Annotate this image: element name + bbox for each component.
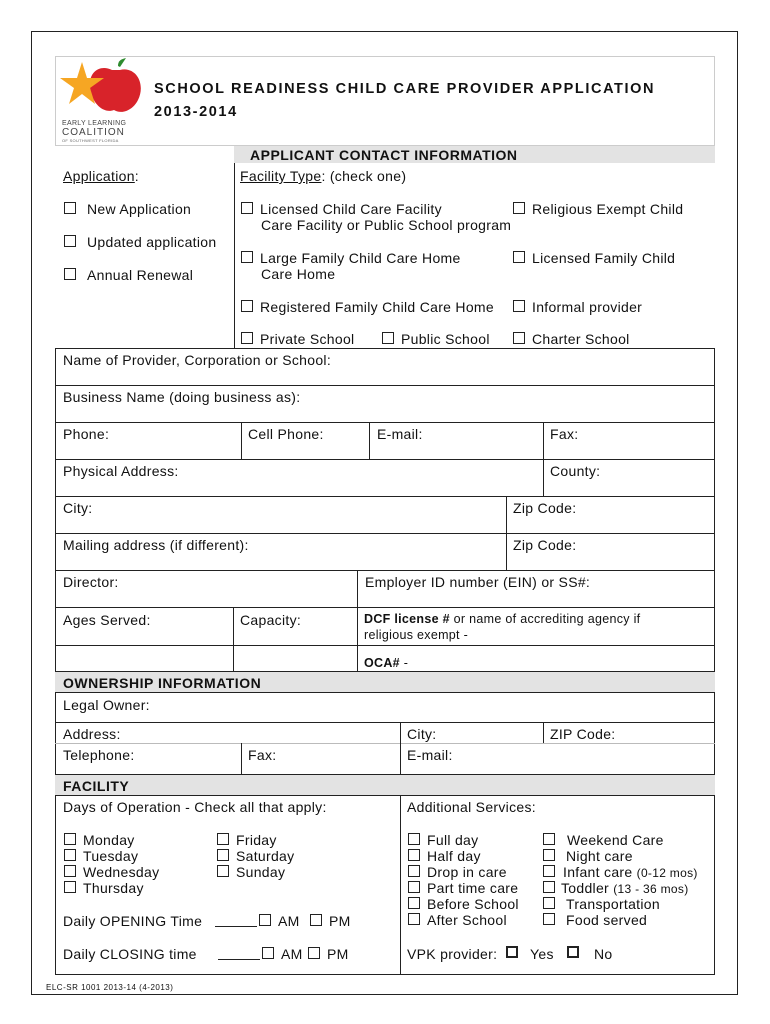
night-care-label: Night care xyxy=(566,848,633,864)
licensed-facility-checkbox[interactable] xyxy=(241,202,253,214)
mailing-zip-field[interactable]: Zip Code: xyxy=(513,537,577,553)
rule xyxy=(233,607,234,672)
saturday-checkbox[interactable] xyxy=(217,849,229,861)
capacity-field[interactable]: Capacity: xyxy=(240,612,302,628)
rule xyxy=(241,743,242,775)
before-school-label: Before School xyxy=(427,896,519,912)
logo-line3: OF SOUTHWEST FLORIDA xyxy=(62,138,119,143)
owner-fax-field[interactable]: Fax: xyxy=(248,747,277,763)
weekend-care-label: Weekend Care xyxy=(567,832,664,848)
updated-application-label: Updated application xyxy=(87,234,217,250)
rule xyxy=(543,422,544,496)
city-field[interactable]: City: xyxy=(63,500,93,516)
rule xyxy=(55,722,715,723)
full-day-label: Full day xyxy=(427,832,479,848)
food-served-checkbox[interactable] xyxy=(543,913,555,925)
dcf-license-field[interactable]: DCF license # or name of accrediting agency if xyxy=(364,612,641,626)
rule xyxy=(55,496,715,497)
large-family-label-2: Care Home xyxy=(261,266,336,282)
director-field[interactable]: Director: xyxy=(63,574,119,590)
form-year: 2013-2014 xyxy=(154,104,238,120)
rule xyxy=(506,496,507,570)
coalition-logo xyxy=(60,58,150,144)
rule xyxy=(55,607,715,608)
drop-in-care-checkbox[interactable] xyxy=(408,865,420,877)
rule xyxy=(543,722,544,743)
vpk-provider-label: VPK provider: xyxy=(407,946,498,962)
ein-field[interactable]: Employer ID number (EIN) or SS#: xyxy=(365,574,591,590)
opening-am-checkbox[interactable] xyxy=(259,914,271,926)
application-label: Application: xyxy=(63,168,139,184)
rule xyxy=(400,722,401,775)
thursday-label: Thursday xyxy=(83,880,144,896)
registered-family-label: Registered Family Child Care Home xyxy=(260,299,494,315)
vpk-no-checkbox[interactable] xyxy=(567,946,579,958)
fax-field[interactable]: Fax: xyxy=(550,426,579,442)
closing-time-input[interactable] xyxy=(218,959,260,960)
drop-in-care-label: Drop in care xyxy=(427,864,507,880)
sunday-label: Sunday xyxy=(236,864,286,880)
new-application-checkbox[interactable] xyxy=(64,202,76,214)
legal-owner-field[interactable]: Legal Owner: xyxy=(63,697,150,713)
toddler-checkbox[interactable] xyxy=(543,881,555,893)
ages-served-field[interactable]: Ages Served: xyxy=(63,612,151,628)
night-care-checkbox[interactable] xyxy=(543,849,555,861)
public-school-checkbox[interactable] xyxy=(382,332,394,344)
food-served-label: Food served xyxy=(566,912,648,928)
friday-checkbox[interactable] xyxy=(217,833,229,845)
half-day-checkbox[interactable] xyxy=(408,849,420,861)
star-apple-icon xyxy=(60,58,150,120)
logo-line1: EARLY LEARNING xyxy=(62,120,127,127)
full-day-checkbox[interactable] xyxy=(408,833,420,845)
weekend-care-checkbox[interactable] xyxy=(543,833,555,845)
form-title: SCHOOL READINESS CHILD CARE PROVIDER APPLICATION xyxy=(154,81,656,97)
annual-renewal-checkbox[interactable] xyxy=(64,268,76,280)
new-application-label: New Application xyxy=(87,201,192,217)
charter-school-label: Charter School xyxy=(532,331,630,347)
closing-pm-label: PM xyxy=(327,946,349,962)
large-family-label: Large Family Child Care Home xyxy=(260,250,461,266)
registered-family-checkbox[interactable] xyxy=(241,300,253,312)
before-school-checkbox[interactable] xyxy=(408,897,420,909)
ownership-grid xyxy=(55,692,715,775)
dcf-license-line2: religious exempt - xyxy=(364,628,469,642)
public-school-label: Public School xyxy=(401,331,490,347)
private-school-checkbox[interactable] xyxy=(241,332,253,344)
closing-am-checkbox[interactable] xyxy=(262,947,274,959)
owner-zip-field[interactable]: ZIP Code: xyxy=(550,726,616,742)
facility-section-title: FACILITY xyxy=(63,778,130,794)
friday-label: Friday xyxy=(236,832,277,848)
zip-field[interactable]: Zip Code: xyxy=(513,500,577,516)
contact-section-title: APPLICANT CONTACT INFORMATION xyxy=(250,147,518,163)
closing-time-label: Daily CLOSING time xyxy=(63,946,197,962)
rule xyxy=(55,570,715,571)
infant-care-label: Infant care (0-12 mos) xyxy=(563,864,698,880)
after-school-label: After School xyxy=(427,912,507,928)
vpk-yes-checkbox[interactable] xyxy=(506,946,518,958)
annual-renewal-label: Annual Renewal xyxy=(87,267,194,283)
rule xyxy=(55,422,715,423)
monday-checkbox[interactable] xyxy=(64,833,76,845)
closing-am-label: AM xyxy=(281,946,303,962)
rule xyxy=(55,743,715,744)
informal-provider-checkbox[interactable] xyxy=(513,300,525,312)
closing-pm-checkbox[interactable] xyxy=(308,947,320,959)
county-field[interactable]: County: xyxy=(550,463,601,479)
large-family-checkbox[interactable] xyxy=(241,251,253,263)
facility-band xyxy=(55,775,715,795)
physical-address-field[interactable]: Physical Address: xyxy=(63,463,179,479)
licensed-family-label: Licensed Family Child xyxy=(532,250,676,266)
wednesday-checkbox[interactable] xyxy=(64,865,76,877)
phone-field[interactable]: Phone: xyxy=(63,426,110,442)
sunday-checkbox[interactable] xyxy=(217,865,229,877)
toddler-label: Toddler (13 - 36 mos) xyxy=(561,880,689,896)
saturday-label: Saturday xyxy=(236,848,295,864)
half-day-label: Half day xyxy=(427,848,481,864)
opening-pm-label: PM xyxy=(329,913,351,929)
oca-field[interactable]: OCA# - xyxy=(364,656,409,670)
form-footer: ELC-SR 1001 2013-14 (4-2013) xyxy=(46,983,174,992)
email-field[interactable]: E-mail: xyxy=(377,426,423,442)
mailing-address-field[interactable]: Mailing address (if different): xyxy=(63,537,249,553)
rule xyxy=(55,385,715,386)
opening-time-label: Daily OPENING Time xyxy=(63,913,203,929)
owner-email-field[interactable]: E-mail: xyxy=(407,747,453,763)
additional-services-label: Additional Services: xyxy=(407,799,536,815)
religious-exempt-label: Religious Exempt Child xyxy=(532,201,684,217)
rule xyxy=(55,645,715,646)
charter-school-checkbox[interactable] xyxy=(513,332,525,344)
header-box xyxy=(55,56,715,146)
provider-name-field[interactable]: Name of Provider, Corporation or School: xyxy=(63,352,332,368)
monday-label: Monday xyxy=(83,832,135,848)
licensed-facility-label: Licensed Child Care Facility xyxy=(260,201,442,217)
opening-pm-checkbox[interactable] xyxy=(310,914,322,926)
business-name-field[interactable]: Business Name (doing business as): xyxy=(63,389,301,405)
updated-application-checkbox[interactable] xyxy=(64,235,76,247)
vpk-yes-label: Yes xyxy=(530,946,554,962)
ownership-section-title: OWNERSHIP INFORMATION xyxy=(63,675,262,691)
tuesday-checkbox[interactable] xyxy=(64,849,76,861)
licensed-facility-label-2: Care Facility or Public School program xyxy=(261,217,512,233)
facility-type-label: Facility Type: (check one) xyxy=(240,168,407,184)
infant-care-checkbox[interactable] xyxy=(543,865,555,877)
opening-am-label: AM xyxy=(278,913,300,929)
rule xyxy=(55,533,715,534)
wednesday-label: Wednesday xyxy=(83,864,160,880)
application-divider xyxy=(234,163,235,348)
owner-city-field[interactable]: City: xyxy=(407,726,437,742)
after-school-checkbox[interactable] xyxy=(408,913,420,925)
rule xyxy=(357,570,358,672)
rule xyxy=(369,422,370,459)
rule xyxy=(400,795,401,975)
religious-exempt-checkbox[interactable] xyxy=(513,202,525,214)
opening-time-input[interactable] xyxy=(215,926,257,927)
owner-telephone-field[interactable]: Telephone: xyxy=(63,747,135,763)
thursday-checkbox[interactable] xyxy=(64,881,76,893)
tuesday-label: Tuesday xyxy=(83,848,139,864)
informal-provider-label: Informal provider xyxy=(532,299,643,315)
licensed-family-checkbox[interactable] xyxy=(513,251,525,263)
rule xyxy=(55,459,715,460)
vpk-no-label: No xyxy=(594,946,613,962)
cell-phone-field[interactable]: Cell Phone: xyxy=(248,426,324,442)
logo-line2: COALITION xyxy=(62,127,125,138)
private-school-label: Private School xyxy=(260,331,355,347)
part-time-care-label: Part time care xyxy=(427,880,519,896)
transportation-label: Transportation xyxy=(566,896,660,912)
transportation-checkbox[interactable] xyxy=(543,897,555,909)
owner-address-field[interactable]: Address: xyxy=(63,726,121,742)
part-time-care-checkbox[interactable] xyxy=(408,881,420,893)
days-of-operation-label: Days of Operation - Check all that apply: xyxy=(63,799,327,815)
rule xyxy=(241,422,242,459)
